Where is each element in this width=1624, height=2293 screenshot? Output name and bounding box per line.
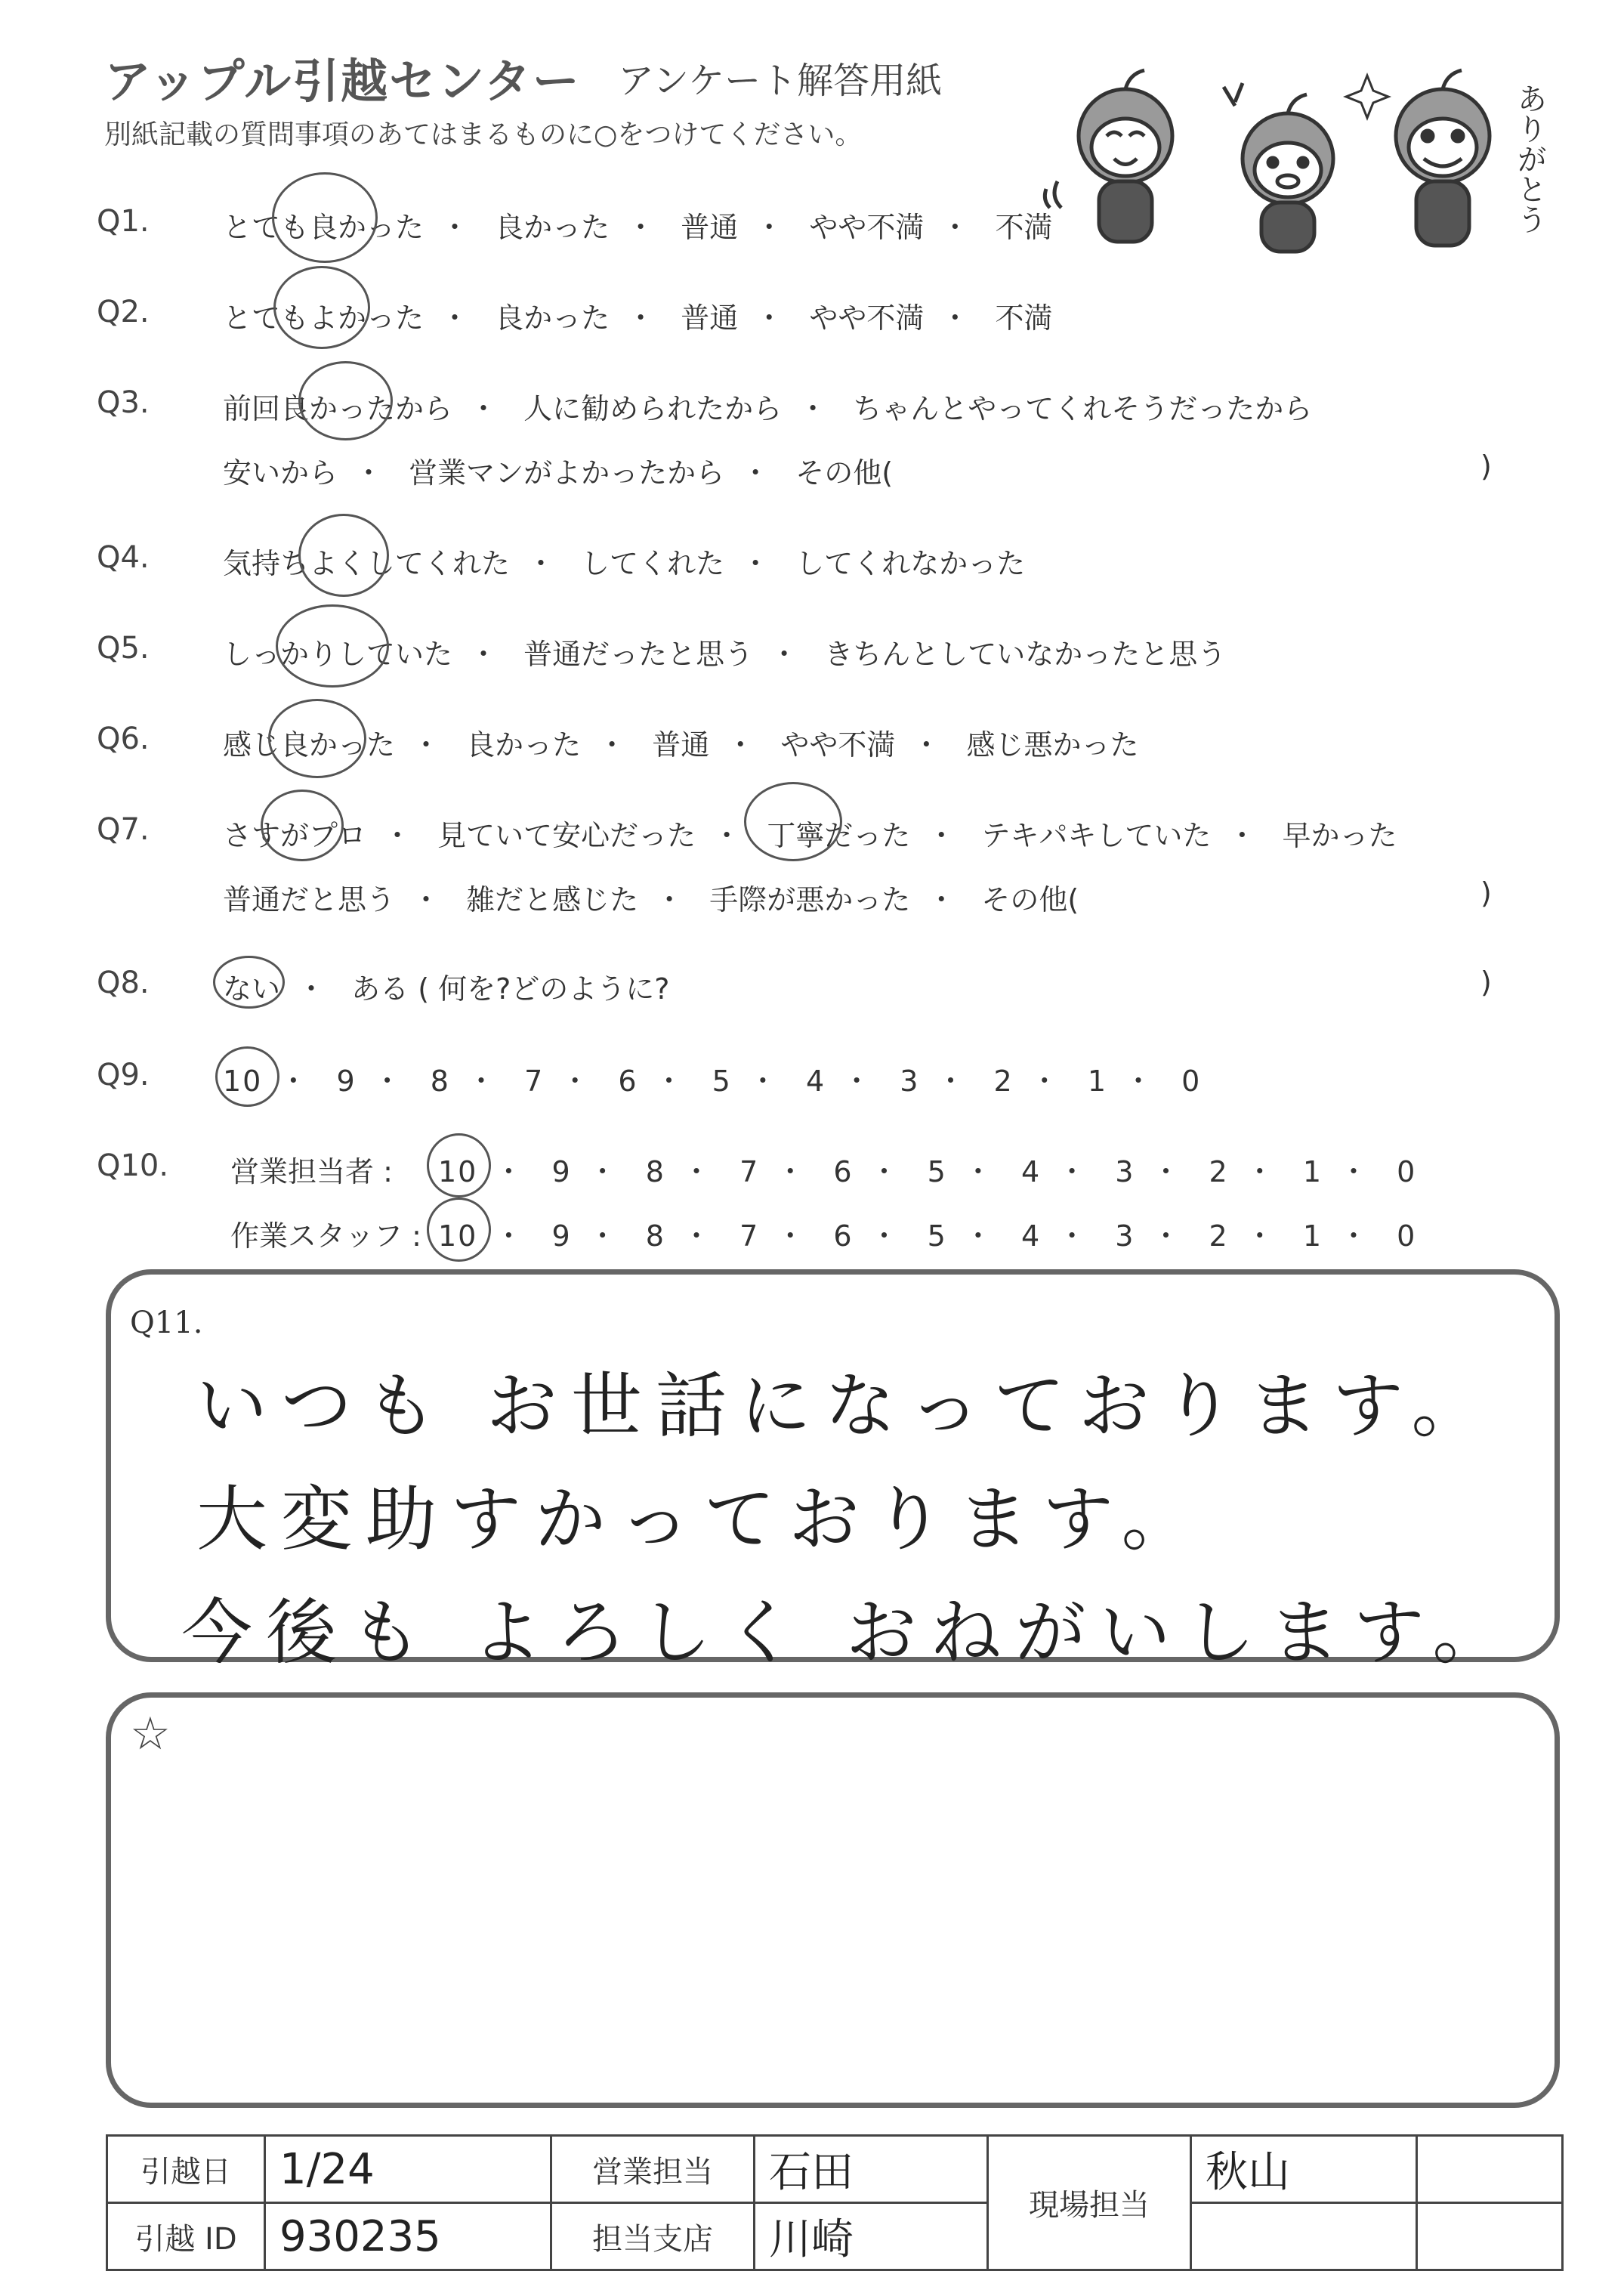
q3-answer-circle	[298, 361, 393, 440]
q7-answer-circle-1	[261, 790, 344, 861]
q9-option[interactable]: 5	[712, 1065, 732, 1098]
q6-option[interactable]: 良かった	[466, 728, 582, 762]
q3-label: Q3.	[97, 385, 150, 420]
q7-option[interactable]: 手際が悪かった	[709, 883, 911, 916]
q3-option[interactable]: 人に勧められたから	[523, 392, 783, 425]
mascot-thanks-text: ありがとう	[1512, 83, 1547, 234]
q7-option[interactable]: 丁寧だった	[767, 819, 911, 852]
q10-staff-label: 作業スタッフ :	[230, 1219, 421, 1253]
q9-option[interactable]: 0	[1181, 1065, 1202, 1098]
q3-options-line1: 前回良かったから ・ 人に勧められたから ・ ちゃんとやってくれそうだったから	[223, 392, 1313, 425]
q11-comment-line: 大変助すかっております。	[196, 1479, 1206, 1561]
q3-option[interactable]: 安いから	[223, 456, 338, 490]
q9-option[interactable]: 4	[805, 1065, 826, 1098]
q3-option[interactable]: ちゃんとやってくれそうだったから	[853, 392, 1313, 425]
q4-option[interactable]: してくれなかった	[795, 547, 1026, 580]
form-subtitle: アンケート解答用紙	[618, 60, 943, 102]
q1-answer-circle	[272, 172, 378, 263]
q10-staff-option[interactable]: 0	[1397, 1219, 1417, 1253]
q9-option[interactable]: 7	[524, 1065, 545, 1098]
q10-sales-options: 10 ・ 9 ・ 8 ・ 7 ・ 6 ・ 5 ・ 4 ・ 3 ・ 2 ・ 1 ・ 0	[438, 1155, 1417, 1188]
q10-sales-option[interactable]: 3	[1115, 1155, 1135, 1188]
q2-option[interactable]: 良かった	[495, 301, 610, 335]
q9-option[interactable]: 10	[223, 1065, 263, 1098]
q10-sales-option[interactable]: 0	[1397, 1155, 1417, 1188]
q8-options: ない ・ ある ( 何を?どのように?	[223, 972, 670, 1006]
q1-option[interactable]: 不満	[995, 211, 1053, 244]
q8-label: Q8.	[97, 966, 150, 1000]
q3-options-line2: 安いから ・ 営業マンがよかったから ・ その他(	[223, 456, 894, 490]
q1-options: とても良かった ・ 良かった ・ 普通 ・ やや不満 ・ 不満	[223, 211, 1053, 244]
q2-options: とてもよかった ・ 良かった ・ 普通 ・ やや不満 ・ 不満	[223, 301, 1053, 335]
q3-option[interactable]: 営業マンがよかったから	[409, 456, 725, 490]
q8-option[interactable]: ない	[223, 972, 281, 1006]
q2-option[interactable]: とてもよかった	[223, 301, 425, 335]
q1-option[interactable]: 普通	[681, 211, 739, 244]
q1-option[interactable]: とても良かった	[223, 211, 425, 244]
q6-answer-circle	[268, 699, 366, 778]
move-id-label: 引越 ID	[107, 2203, 265, 2270]
q9-option[interactable]: 8	[430, 1065, 450, 1098]
q2-option[interactable]: やや不満	[809, 301, 925, 335]
q2-option[interactable]: 普通	[681, 301, 739, 335]
q7-label: Q7.	[97, 812, 150, 847]
q10-sales-option[interactable]: 1	[1302, 1155, 1323, 1188]
q7-option[interactable]: 見ていて安心だった	[437, 819, 696, 852]
q7-options-line2: 普通だと思う ・ 雑だと感じた ・ 手際が悪かった ・ その他(	[223, 883, 1079, 916]
q10-sales-option[interactable]: 2	[1209, 1155, 1229, 1188]
q10-sales-option[interactable]: 7	[739, 1155, 760, 1188]
sales-rep-label: 営業担当	[551, 2136, 755, 2203]
q3-option[interactable]: 前回良かったから	[223, 392, 453, 425]
q5-option[interactable]: 普通だったと思う	[523, 638, 754, 671]
q10-sales-label: 営業担当者 :	[230, 1155, 393, 1188]
site-staff-extra-cell	[1191, 2203, 1417, 2270]
q6-label: Q6.	[97, 722, 150, 756]
q10-staff-answer-circle	[427, 1197, 491, 1262]
q4-options: 気持ちよくしてくれた ・ してくれた ・ してくれなかった	[223, 547, 1026, 580]
q6-option[interactable]: 普通	[652, 728, 710, 762]
q6-options: 感じ良かった ・ 良かった ・ 普通 ・ やや不満 ・ 感じ悪かった	[223, 728, 1139, 762]
q10-label: Q10.	[97, 1148, 169, 1183]
q10-staff-option[interactable]: 9	[551, 1219, 572, 1253]
star-comment-box[interactable]	[106, 1692, 1560, 2108]
q4-option[interactable]: 気持ちよくしてくれた	[223, 547, 511, 580]
site-staff-extra-cell	[1417, 2203, 1563, 2270]
q10-staff-option[interactable]: 2	[1209, 1219, 1229, 1253]
q4-option[interactable]: してくれた	[581, 547, 725, 580]
q7-close-paren: )	[1480, 876, 1492, 910]
q11-comment-line: 今後も よろしく おねがいします。	[181, 1592, 1517, 1674]
q10-staff-option[interactable]: 5	[927, 1219, 947, 1253]
q2-option[interactable]: 不満	[995, 301, 1053, 335]
site-staff-extra-cell	[1417, 2136, 1563, 2203]
q8-close-paren: )	[1480, 966, 1492, 999]
move-id-value: 930235	[265, 2203, 551, 2270]
q10-sales-option[interactable]: 10	[438, 1155, 478, 1188]
q7-answer-circle-2	[744, 782, 842, 861]
branch-label: 担当支店	[551, 2203, 755, 2270]
q11-label: Q11.	[130, 1306, 203, 1340]
q5-options: しっかりしていた ・ 普通だったと思う ・ きちんとしていなかったと思う	[223, 638, 1227, 671]
q9-label: Q9.	[97, 1058, 150, 1092]
q7-options-line1: さすがプロ ・ 見ていて安心だった ・ 丁寧だった ・ テキパキしていた ・ 早かった	[223, 819, 1397, 852]
move-info-table	[106, 2134, 1564, 2271]
q3-close-paren: )	[1480, 450, 1492, 483]
q10-sales-option[interactable]: 8	[645, 1155, 665, 1188]
q10-sales-option[interactable]: 4	[1020, 1155, 1042, 1188]
star-icon: ☆	[130, 1707, 171, 1760]
q1-option[interactable]: 良かった	[495, 211, 610, 244]
q6-option[interactable]: 感じ良かった	[223, 728, 396, 762]
q10-staff-option[interactable]: 8	[645, 1219, 665, 1253]
q1-option[interactable]: やや不満	[809, 211, 925, 244]
q4-answer-circle	[298, 514, 389, 597]
q9-option[interactable]: 6	[618, 1065, 638, 1098]
q6-option[interactable]: やや不満	[780, 728, 896, 762]
q9-answer-circle	[215, 1046, 279, 1107]
site-staff-value: 秋山	[1191, 2136, 1417, 2203]
q10-staff-option[interactable]: 10	[438, 1219, 478, 1253]
q8-answer-circle	[213, 956, 285, 1009]
q5-label: Q5.	[97, 631, 150, 666]
q7-option[interactable]: 雑だと感じた	[466, 883, 639, 916]
q10-staff-option[interactable]: 4	[1020, 1219, 1042, 1253]
site-staff-label: 現場担当	[988, 2136, 1191, 2270]
instruction-text: 別紙記載の質問事項のあてはまるものに○をつけてください。	[104, 119, 863, 150]
q10-sales-answer-circle	[427, 1133, 491, 1197]
q9-option[interactable]: 3	[900, 1065, 920, 1098]
q2-answer-circle	[273, 266, 370, 349]
move-date-value: 1/24	[265, 2136, 551, 2203]
move-date-label: 引越日	[107, 2136, 265, 2203]
q10-sales-option[interactable]: 6	[833, 1155, 854, 1188]
q3-option[interactable]: その他(	[795, 456, 894, 490]
form-title: アップル引越センター	[104, 54, 581, 109]
q7-option[interactable]: 普通だと思う	[223, 883, 396, 916]
branch-value: 川崎	[755, 2203, 988, 2270]
q9-options: 10 ・ 9 ・ 8 ・ 7 ・ 6 ・ 5 ・ 4 ・ 3 ・ 2 ・ 1 ・ 0	[223, 1065, 1202, 1098]
q2-label: Q2.	[97, 295, 150, 329]
q5-option[interactable]: きちんとしていなかったと思う	[824, 638, 1227, 671]
q10-sales-option[interactable]: 9	[551, 1155, 572, 1188]
q9-option[interactable]: 9	[336, 1065, 357, 1098]
q6-option[interactable]: 感じ悪かった	[966, 728, 1139, 762]
q10-staff-option[interactable]: 1	[1302, 1219, 1323, 1253]
q9-option[interactable]: 2	[993, 1065, 1014, 1098]
q7-option[interactable]: 早かった	[1282, 819, 1397, 852]
q5-answer-circle	[276, 604, 389, 688]
q10-staff-option[interactable]: 3	[1115, 1219, 1135, 1253]
sales-rep-value: 石田	[755, 2136, 988, 2203]
q10-staff-option[interactable]: 7	[739, 1219, 760, 1253]
q9-option[interactable]: 1	[1087, 1065, 1108, 1098]
q5-option[interactable]: しっかりしていた	[223, 638, 453, 671]
q7-option[interactable]: テキパキしていた	[981, 819, 1212, 852]
q7-option[interactable]: その他(	[981, 883, 1079, 916]
q8-option[interactable]: ある ( 何を?どのように?	[351, 972, 670, 1006]
q1-label: Q1.	[97, 204, 150, 239]
q10-staff-options: 10 ・ 9 ・ 8 ・ 7 ・ 6 ・ 5 ・ 4 ・ 3 ・ 2 ・ 1 ・ 0	[438, 1219, 1417, 1253]
q10-staff-option[interactable]: 6	[833, 1219, 854, 1253]
mascot-illustration	[1035, 53, 1579, 257]
q10-sales-option[interactable]: 5	[927, 1155, 947, 1188]
q4-label: Q4.	[97, 540, 150, 575]
q7-option[interactable]: さすがプロ	[223, 819, 367, 852]
q11-comment-line: いつも お世話になっております。	[196, 1365, 1496, 1448]
